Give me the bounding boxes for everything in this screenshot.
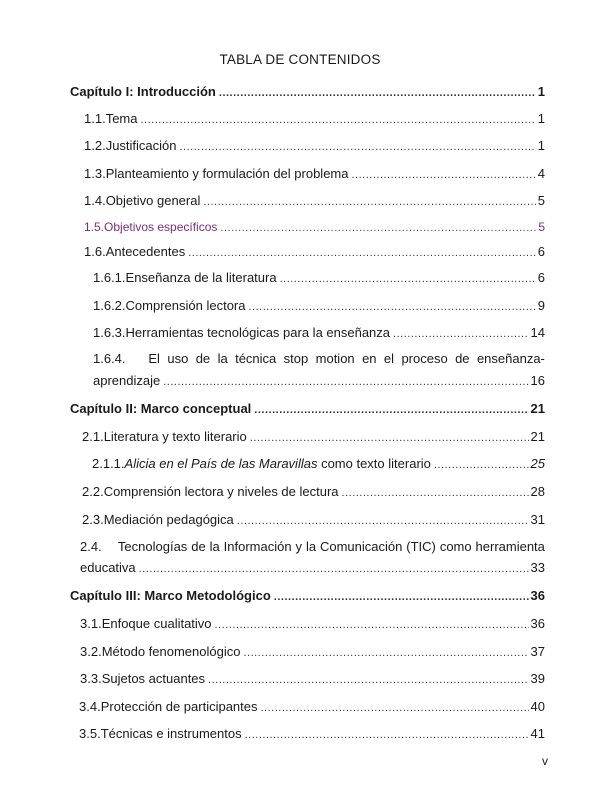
toc-dot-leader <box>140 112 535 128</box>
toc-dot-leader <box>208 672 528 688</box>
toc-entry-page: 1 <box>537 111 545 126</box>
toc-entry-label: Antecedentes <box>105 244 186 259</box>
toc-entry-label: Método fenomenológico <box>101 644 241 659</box>
toc-word: la <box>305 539 317 554</box>
toc-entry-page: 33 <box>530 560 545 575</box>
toc-entry-label: Planteamiento y formulación del problema <box>105 166 349 181</box>
toc-entry-label: Literatura y texto literario <box>103 429 247 444</box>
toc-entry-label: como texto literario <box>317 456 431 471</box>
page-number: v <box>542 754 548 768</box>
toc-entry-page: 6 <box>537 244 545 259</box>
toc-entry-label: Enseñanza de la literatura <box>125 270 277 285</box>
toc-entry-page: 9 <box>537 298 545 313</box>
toc-word: de <box>195 351 211 366</box>
toc-dot-leader <box>393 326 529 342</box>
toc-entry-label: aprendizaje <box>93 373 161 388</box>
toc-entry-label: Comprensión lectora y niveles de lectura <box>103 484 339 499</box>
toc-entry-number: 2.1.1. <box>92 456 125 471</box>
toc-entry-label: Tema <box>105 111 138 126</box>
toc-entry-number: 1.6.1. <box>93 270 126 285</box>
toc-dot-leader <box>180 139 536 155</box>
toc-entry-page: 25 <box>530 456 545 471</box>
toc-entry-number: 1.2. <box>84 138 106 153</box>
toc-entry-page: 21 <box>530 429 545 444</box>
toc-word: Tecnologías <box>117 539 188 554</box>
toc-entry-3-5[interactable] <box>79 726 545 743</box>
toc-entry-label: Capítulo III: Marco Metodológico <box>70 588 271 603</box>
toc-word: en <box>362 351 377 366</box>
toc-word: y <box>295 539 303 554</box>
toc-entry-2-2[interactable] <box>82 484 545 501</box>
toc-entry-label: Objetivos específicos <box>104 220 218 234</box>
toc-dot-leader <box>250 430 529 446</box>
toc-word: de <box>191 539 206 554</box>
toc-entry-number: 1.6.3. <box>93 325 126 340</box>
toc-entry-page: 28 <box>530 484 545 499</box>
toc-entry-1-5[interactable] <box>84 219 545 236</box>
toc-entry-chapter-2[interactable] <box>70 401 545 418</box>
toc-dot-leader <box>342 485 529 501</box>
toc-entry-number: 1.6.4. <box>93 351 126 366</box>
toc-entry-label: Capítulo II: Marco conceptual <box>70 401 252 416</box>
toc-entry-page: 4 <box>537 166 545 181</box>
toc-entry-3-2[interactable] <box>80 644 545 661</box>
toc-dot-leader <box>245 727 529 743</box>
toc-entry-page: 1 <box>537 138 545 153</box>
toc-entry-page: 6 <box>537 270 545 285</box>
toc-entry-number: 3.5. <box>79 726 101 741</box>
toc-entry-number: 2.2. <box>82 484 104 499</box>
toc-entry-number: 1.5. <box>84 220 105 234</box>
toc-entry-page: 16 <box>530 373 545 388</box>
toc-entry-label: Enfoque cualitativo <box>101 616 212 631</box>
toc-entry-label: Protección de participantes <box>100 699 258 714</box>
toc-entry-number: 2.1. <box>82 429 104 444</box>
toc-entry-3-1[interactable] <box>80 616 545 633</box>
toc-word: stop <box>283 351 309 366</box>
toc-entry-label: Capítulo I: Introducción <box>70 84 216 99</box>
toc-word: enseñanza- <box>476 351 545 366</box>
toc-entry-page: 40 <box>530 699 545 714</box>
toc-word: herramienta <box>475 539 545 554</box>
toc-dot-leader <box>219 85 536 101</box>
toc-entry-1-6-4-line1[interactable] <box>93 351 545 367</box>
toc-entry-1-2[interactable] <box>84 138 545 155</box>
toc-word: proceso <box>401 351 448 366</box>
toc-dot-leader <box>215 617 529 633</box>
toc-entry-number: 2.3. <box>82 512 104 527</box>
toc-entry-2-4-line1[interactable] <box>80 539 545 555</box>
toc-dot-leader <box>248 299 535 315</box>
toc-word: como <box>439 539 472 554</box>
toc-entry-label: Herramientas tecnológicas para la enseñanza <box>125 325 391 340</box>
toc-dot-leader <box>139 561 529 577</box>
toc-entry-label: Mediación pedagógica <box>103 512 234 527</box>
toc-entry-1-6-2[interactable] <box>93 298 545 315</box>
toc-entry-2-1-1[interactable] <box>92 456 545 473</box>
toc-entry-number: 1.4. <box>84 193 106 208</box>
toc-dot-leader <box>237 513 529 529</box>
page-title: TABLA DE CONTENIDOS <box>219 52 381 67</box>
toc-word: motion <box>315 351 355 366</box>
toc-word: de <box>455 351 470 366</box>
toc-entry-1-6[interactable] <box>84 244 545 261</box>
toc-dot-leader <box>274 589 529 605</box>
toc-word: (TIC) <box>406 539 436 554</box>
toc-word: Comunicación <box>319 539 403 554</box>
toc-entry-1-4[interactable] <box>84 193 545 210</box>
toc-entry-label: educativa <box>80 560 136 575</box>
toc-entry-1-6-4-line2[interactable] <box>93 373 545 390</box>
toc-entry-number: 1.3. <box>84 166 106 181</box>
toc-entry-page: 14 <box>530 325 545 340</box>
toc-dot-leader <box>188 245 536 261</box>
toc-entry-page: 5 <box>537 193 545 208</box>
toc-entry-label: Técnicas e instrumentos <box>100 726 242 741</box>
toc-word: Información <box>223 539 292 554</box>
toc-entry-2-3[interactable] <box>82 512 545 529</box>
toc-dot-leader <box>254 402 528 418</box>
toc-entry-label: Objetivo general <box>105 193 201 208</box>
toc-entry-label: Justificación <box>105 138 177 153</box>
toc-dot-leader <box>220 220 536 236</box>
toc-word: la <box>217 351 228 366</box>
toc-word: la <box>209 539 220 554</box>
toc-entry-label: Comprensión lectora <box>125 298 246 313</box>
toc-word: El <box>148 351 160 366</box>
toc-entry-1-6-1[interactable] <box>93 270 545 287</box>
toc-dot-leader <box>352 167 536 183</box>
toc-word: el <box>383 351 395 366</box>
toc-entry-page: 36 <box>530 616 545 631</box>
toc-dot-leader <box>261 700 529 716</box>
toc-entry-chapter-3[interactable] <box>70 588 545 605</box>
toc-dot-leader <box>243 645 528 661</box>
toc-entry-page: 36 <box>530 588 545 603</box>
toc-dot-leader <box>434 457 529 473</box>
toc-entry-page: 1 <box>537 84 545 99</box>
toc-entry-2-4-line2[interactable] <box>80 560 545 577</box>
toc-entry-3-4[interactable] <box>79 699 545 716</box>
toc-entry-3-3[interactable] <box>80 671 545 688</box>
toc-entry-page: 41 <box>530 726 545 741</box>
toc-entry-page: 31 <box>530 512 545 527</box>
toc-entry-number: 3.4. <box>79 699 101 714</box>
toc-entry-number: 3.1. <box>80 616 102 631</box>
toc-entry-1-1[interactable] <box>84 111 545 128</box>
toc-entry-number: 1.1. <box>84 111 106 126</box>
toc-entry-label: Sujetos actuantes <box>101 671 206 686</box>
toc-entry-chapter-1[interactable] <box>70 84 545 101</box>
toc-dot-leader <box>280 271 536 287</box>
toc-entry-number: 2.4. <box>80 539 102 554</box>
toc-entry-number: 3.2. <box>80 644 102 659</box>
toc-entry-2-1[interactable] <box>82 429 545 446</box>
toc-entry-page: 5 <box>538 220 545 234</box>
toc-entry-1-3[interactable] <box>84 166 545 183</box>
toc-entry-number: 1.6.2. <box>93 298 126 313</box>
toc-entry-number: 1.6. <box>84 244 106 259</box>
toc-word: uso <box>167 351 189 366</box>
toc-word: técnica <box>235 351 277 366</box>
toc-entry-page: 39 <box>530 671 545 686</box>
toc-dot-leader <box>203 194 535 210</box>
toc-entry-page: 37 <box>530 644 545 659</box>
toc-dot-leader <box>163 374 528 390</box>
toc-entry-page: 21 <box>530 401 545 416</box>
toc-entry-label-italic: Alicia en el País de las Maravillas <box>124 456 318 471</box>
toc-entry-1-6-3[interactable] <box>93 325 545 342</box>
toc-entry-number: 3.3. <box>80 671 102 686</box>
